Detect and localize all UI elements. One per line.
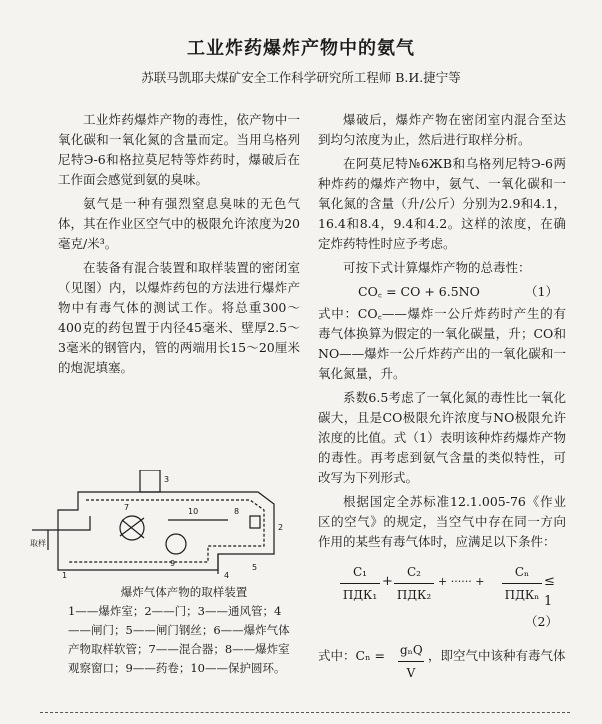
sampling-apparatus-figure <box>28 470 300 580</box>
bottom-rule <box>40 712 570 713</box>
right-paragraph-6: 根据国定全苏标准12.1.005-76《作业区的空气》的规定，当空气中存在同一方向作用的某些有毒气体时，应满足以下条件： <box>318 494 566 549</box>
article-title: 工业炸药爆炸产物中的氨气 <box>187 38 415 59</box>
window-shape <box>250 516 260 528</box>
eq2-term-n <box>502 562 542 605</box>
equation-2-number: （2） <box>525 614 558 629</box>
fig-label-8: 8 <box>234 507 240 516</box>
fig-label-4: 4 <box>224 571 230 580</box>
eq2-num-2: C₂ <box>394 562 434 584</box>
final-line-suffix: ，即空气中该种有毒气体 <box>428 648 566 663</box>
chamber-outline <box>58 492 274 570</box>
right-paragraph-5: 系数6.5考虑了一氧化氮的毒性比一氧化碳大，且是CO极限允许浓度与NO极限允许浓度的比值。式（1）表明该种炸药爆炸产物的毒性。再考虑到氨气含量的类似特性，可改写为下列形式。 <box>318 390 566 485</box>
fig-label-3: 3 <box>164 475 170 484</box>
figure-caption <box>68 583 300 678</box>
fig-label-5: 5 <box>252 563 258 572</box>
fig-label-10: 10 <box>188 507 199 516</box>
fig-label-2: 2 <box>278 523 284 532</box>
eq2-ellipsis: + ······ + <box>438 575 485 588</box>
sampling-hose-shape <box>48 516 90 550</box>
figure-legend: 1——爆炸室；2——门；3——通风管；4——闸门；5——闸门钢丝；6——爆炸气体产物取样软管；7——混合器；8——爆炸室观察窗口；9——药卷；10——保护圆环。 <box>68 604 290 675</box>
figure-caption-title: 爆炸气体产物的取样装置 <box>120 585 248 599</box>
equation-2 <box>318 558 566 612</box>
final-line <box>318 640 566 680</box>
author-byline: 苏联马凯耶夫煤矿安全工作科学研究所工程师 B.И.捷宁等 <box>141 70 461 85</box>
eq2-plus-1: + <box>382 574 393 589</box>
right-paragraph-4: 式中：CO꜀——爆炸一公斤炸药时产生的有毒气体换算为假定的一氧化碳量，升；CO和NO——爆炸一公斤炸药产出的一氧化碳和一氧化氮量，升。 <box>318 306 566 381</box>
eq2-rhs: ≤ 1 <box>544 574 555 609</box>
eq2-term-1 <box>340 562 380 605</box>
eq2-term-2 <box>394 562 434 605</box>
final-fraction-num: gₙQ <box>398 640 424 662</box>
fig-label-9: 9 <box>170 559 176 568</box>
eq2-den-1: ПДК₁ <box>342 588 378 602</box>
equation-1-body: CO꜀ = CO + 6.5NO <box>358 284 480 299</box>
ventilation-pipe-shape <box>140 470 160 492</box>
fig-label-1: 1 <box>62 571 68 580</box>
eq2-den-n: ПДКₙ <box>504 588 540 602</box>
equation-1 <box>318 282 566 302</box>
right-paragraph-3: 可按下式计算爆炸产物的总毒性： <box>343 260 531 275</box>
equation-1-number: （1） <box>525 284 558 299</box>
fig-label-side: 取样 <box>30 539 46 548</box>
eq2-num-n: Cₙ <box>502 562 542 584</box>
left-paragraph-3: 在装备有混合装置和取样装置的密闭室（见图）内，以爆炸药包的方法进行爆炸产物中有毒气体的测试工作。将总重300～400克的药包置于内径45毫米、壁厚2.5～3毫米的钢管内，管的两端用长15～20厘米的炮泥填塞。 <box>58 260 300 375</box>
final-line-prefix: 式中：Cₙ = <box>318 648 385 663</box>
left-paragraph-2: 氨气是一种有强烈窒息臭味的无色气体，其在作业区空气中的极限允许浓度为20毫克/米³。 <box>58 196 300 251</box>
final-fraction <box>398 640 424 683</box>
fig-label-7: 7 <box>124 503 130 512</box>
right-column <box>318 110 566 680</box>
protection-ring-shape <box>166 534 186 554</box>
right-paragraph-1: 爆破后，爆炸产物在密闭室内混合至达到均匀浓度为止，然后进行取样分析。 <box>318 112 566 147</box>
eq2-den-2: ПДК₂ <box>396 588 432 602</box>
left-paragraph-1: 工业炸药爆炸产物的毒性，依产物中一氧化碳和一氧化氮的含量而定。当用乌格列尼特Э-6和格拉莫尼特等炸药时，爆破后在工作面会感觉到氨的臭味。 <box>58 112 300 187</box>
right-paragraph-2: 在阿莫尼特№6ЖВ和乌格列尼特Э-6两种炸药的爆炸产物中，氨气、一氧化碳和一氧化氮的含量（升/公斤）分别为2.9和4.1，16.4和8.4，9.4和4.2。这样的浓度，在确定炸药特性时应予考虑。 <box>318 156 566 251</box>
final-fraction-den: V <box>406 666 416 680</box>
eq2-num-1: C₁ <box>340 562 380 584</box>
left-column <box>58 110 300 382</box>
